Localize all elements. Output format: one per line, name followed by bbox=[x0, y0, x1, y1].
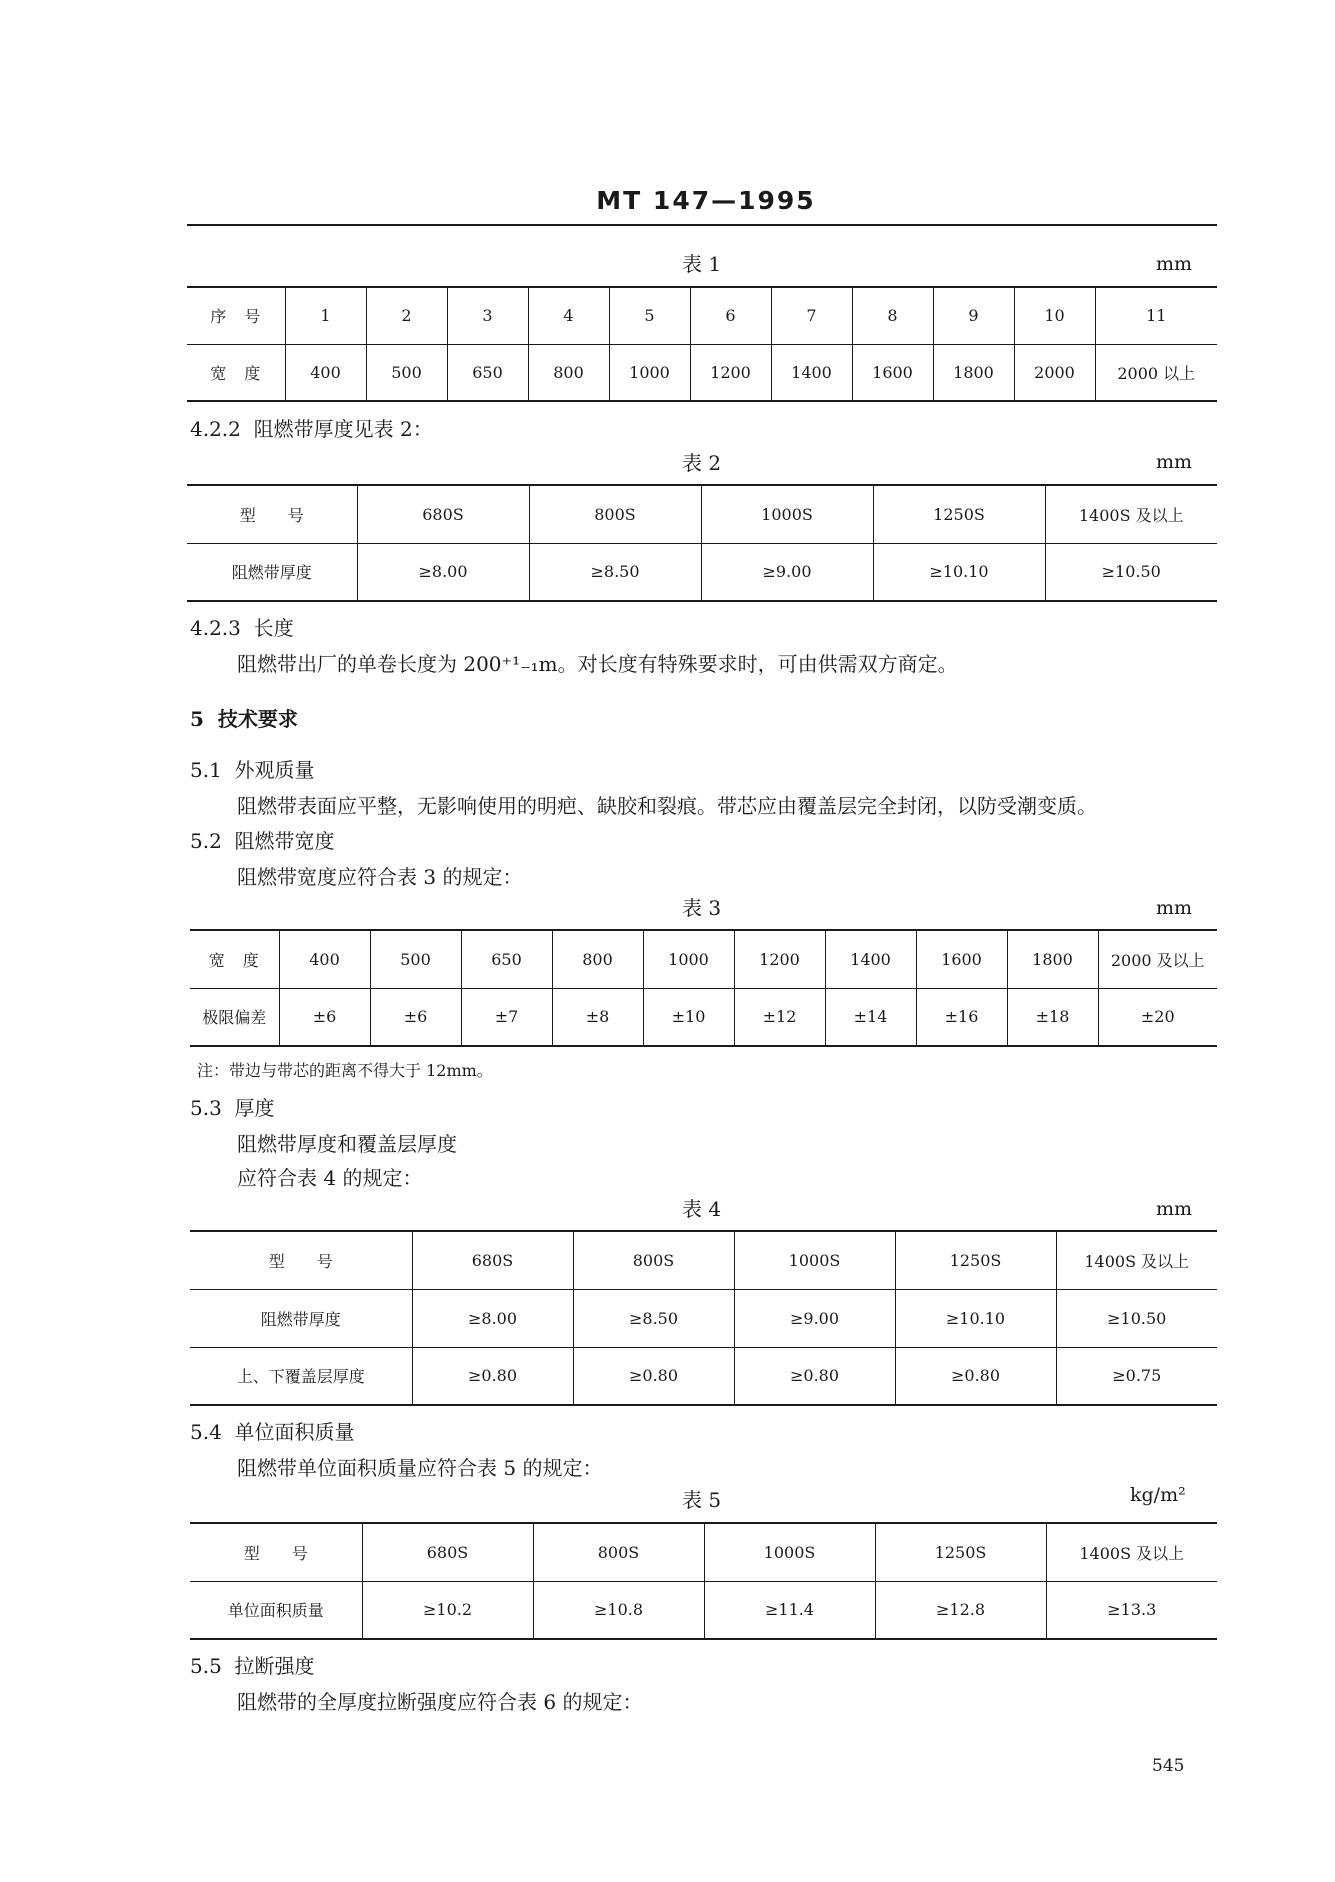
cell: 1400S 及以上 bbox=[1045, 485, 1217, 543]
cell: ≥0.80 bbox=[573, 1347, 734, 1405]
cell: 1250S bbox=[895, 1231, 1056, 1289]
cell: 2000 bbox=[1014, 344, 1095, 401]
cell: 650 bbox=[461, 930, 552, 988]
cell: 1400S 及以上 bbox=[1046, 1523, 1217, 1581]
table2 bbox=[187, 484, 1217, 602]
cell: ≥9.00 bbox=[701, 543, 873, 601]
cell: ≥0.75 bbox=[1056, 1347, 1217, 1405]
cell: 5 bbox=[609, 287, 690, 344]
row-label: 型 号 bbox=[190, 1523, 362, 1581]
table5-caption: 表 5 bbox=[682, 1488, 722, 1512]
section-title: 拉断强度 bbox=[234, 1654, 315, 1678]
row-label: 单位面积质量 bbox=[190, 1581, 362, 1639]
cell: ±18 bbox=[1007, 988, 1098, 1046]
cell: ≥8.50 bbox=[529, 543, 701, 601]
section-5-3-text-1: 阻燃带厚度和覆盖层厚度 bbox=[237, 1132, 457, 1156]
table-row bbox=[187, 543, 1217, 601]
section-5-5 bbox=[190, 1650, 315, 1679]
cell: 1400 bbox=[771, 344, 852, 401]
section-number: 5.4 bbox=[190, 1420, 222, 1444]
cell: ≥10.50 bbox=[1045, 543, 1217, 601]
cell: ≥10.2 bbox=[362, 1581, 533, 1639]
cell: 800 bbox=[552, 930, 643, 988]
table4-unit: mm bbox=[1156, 1198, 1193, 1220]
cell: ≥10.50 bbox=[1056, 1289, 1217, 1347]
table3 bbox=[190, 929, 1217, 1047]
table-row bbox=[190, 988, 1217, 1046]
table-header-row bbox=[187, 485, 1217, 543]
document-header-title: MT 147—1995 bbox=[596, 186, 816, 215]
cell: 400 bbox=[279, 930, 370, 988]
cell: ≥8.00 bbox=[412, 1289, 573, 1347]
row-label: 极限偏差 bbox=[190, 988, 279, 1046]
cell: ±6 bbox=[370, 988, 461, 1046]
table1-unit: mm bbox=[1156, 253, 1193, 275]
table-row bbox=[187, 287, 1217, 344]
section-title: 单位面积质量 bbox=[234, 1420, 355, 1444]
cell: ≥0.80 bbox=[412, 1347, 573, 1405]
cell: ±20 bbox=[1098, 988, 1217, 1046]
table5 bbox=[190, 1522, 1217, 1640]
cell: 1000S bbox=[704, 1523, 875, 1581]
cell: ≥0.80 bbox=[895, 1347, 1056, 1405]
cell: ≥11.4 bbox=[704, 1581, 875, 1639]
cell: 3 bbox=[447, 287, 528, 344]
row-label: 上、下覆盖层厚度 bbox=[190, 1347, 412, 1405]
section-title: 技术要求 bbox=[217, 707, 298, 731]
row-label: 阻燃带厚度 bbox=[190, 1289, 412, 1347]
cell: 1400S 及以上 bbox=[1056, 1231, 1217, 1289]
section-title: 厚度 bbox=[234, 1096, 275, 1120]
section-5-3 bbox=[190, 1092, 275, 1121]
section-4-2-2 bbox=[190, 413, 433, 442]
cell: 1000S bbox=[701, 485, 873, 543]
row-label: 序 号 bbox=[187, 287, 285, 344]
row-label: 宽 度 bbox=[190, 930, 279, 988]
section-5-1-text: 阻燃带表面应平整，无影响使用的明疤、缺胶和裂痕。带芯应由覆盖层完全封闭，以防受潮变质。 bbox=[237, 794, 1097, 818]
cell: 1250S bbox=[873, 485, 1045, 543]
table1 bbox=[187, 286, 1217, 402]
section-5-2-text: 阻燃带宽度应符合表 3 的规定： bbox=[237, 865, 523, 889]
section-5-5-text: 阻燃带的全厚度拉断强度应符合表 6 的规定： bbox=[237, 1690, 643, 1714]
cell: 650 bbox=[447, 344, 528, 401]
section-5-1 bbox=[190, 754, 315, 783]
cell: 500 bbox=[366, 344, 447, 401]
cell: 680S bbox=[412, 1231, 573, 1289]
cell: 2000 以上 bbox=[1095, 344, 1217, 401]
section-5-2 bbox=[190, 825, 335, 854]
section-5-4 bbox=[190, 1416, 355, 1445]
table3-unit: mm bbox=[1156, 897, 1193, 919]
section-5 bbox=[190, 703, 298, 732]
cell: ≥12.8 bbox=[875, 1581, 1046, 1639]
cell: 1000S bbox=[734, 1231, 895, 1289]
cell: 4 bbox=[528, 287, 609, 344]
cell: 1400 bbox=[825, 930, 916, 988]
cell: 1600 bbox=[916, 930, 1007, 988]
cell: 1600 bbox=[852, 344, 933, 401]
cell: 800S bbox=[533, 1523, 704, 1581]
table-header-row bbox=[190, 1231, 1217, 1289]
table-row bbox=[190, 1581, 1217, 1639]
cell: 680S bbox=[362, 1523, 533, 1581]
table3-caption: 表 3 bbox=[682, 896, 722, 920]
cell: 1200 bbox=[734, 930, 825, 988]
section-number: 5.5 bbox=[190, 1654, 222, 1678]
table-row bbox=[190, 1347, 1217, 1405]
cell: 1200 bbox=[690, 344, 771, 401]
cell: ≥10.10 bbox=[873, 543, 1045, 601]
cell: 2 bbox=[366, 287, 447, 344]
cell: ≥8.00 bbox=[357, 543, 529, 601]
section-number: 5.1 bbox=[190, 758, 222, 782]
row-label: 型 号 bbox=[190, 1231, 412, 1289]
table2-unit: mm bbox=[1156, 451, 1193, 473]
cell: 2000 及以上 bbox=[1098, 930, 1217, 988]
section-title: 长度 bbox=[253, 616, 294, 640]
cell: ±12 bbox=[734, 988, 825, 1046]
table2-caption: 表 2 bbox=[682, 451, 722, 475]
cell: 680S bbox=[357, 485, 529, 543]
table-row bbox=[190, 1289, 1217, 1347]
cell: ≥0.80 bbox=[734, 1347, 895, 1405]
cell: ≥10.8 bbox=[533, 1581, 704, 1639]
table4-caption: 表 4 bbox=[682, 1197, 722, 1221]
cell: ≥10.10 bbox=[895, 1289, 1056, 1347]
cell: 800 bbox=[528, 344, 609, 401]
table-row bbox=[187, 344, 1217, 401]
cell: 800S bbox=[529, 485, 701, 543]
cell: 11 bbox=[1095, 287, 1217, 344]
cell: 800S bbox=[573, 1231, 734, 1289]
section-number: 5.3 bbox=[190, 1096, 222, 1120]
table5-unit: kg/m² bbox=[1130, 1484, 1186, 1506]
cell: 1800 bbox=[933, 344, 1014, 401]
cell: 10 bbox=[1014, 287, 1095, 344]
cell: 400 bbox=[285, 344, 366, 401]
header-rule bbox=[187, 224, 1217, 226]
cell: ≥9.00 bbox=[734, 1289, 895, 1347]
cell: 1 bbox=[285, 287, 366, 344]
cell: 1800 bbox=[1007, 930, 1098, 988]
cell: 500 bbox=[370, 930, 461, 988]
section-text: 阻燃带厚度见表 2： bbox=[253, 417, 433, 441]
section-4-2-3 bbox=[190, 612, 294, 641]
cell: ±8 bbox=[552, 988, 643, 1046]
section-5-4-text: 阻燃带单位面积质量应符合表 5 的规定： bbox=[237, 1456, 603, 1480]
cell: 1250S bbox=[875, 1523, 1046, 1581]
cell: 1000 bbox=[609, 344, 690, 401]
section-number: 4.2.3 bbox=[190, 616, 241, 640]
cell: ≥8.50 bbox=[573, 1289, 734, 1347]
section-title: 阻燃带宽度 bbox=[234, 829, 335, 853]
section-number: 4.2.2 bbox=[190, 417, 241, 441]
table4 bbox=[190, 1230, 1217, 1406]
cell: ±10 bbox=[643, 988, 734, 1046]
cell: 7 bbox=[771, 287, 852, 344]
row-label: 阻燃带厚度 bbox=[187, 543, 357, 601]
table3-note: 注：带边与带芯的距离不得大于 12mm。 bbox=[197, 1061, 493, 1080]
section-number: 5.2 bbox=[190, 829, 222, 853]
cell: ±14 bbox=[825, 988, 916, 1046]
section-4-2-3-text: 阻燃带出厂的单卷长度为 200⁺¹₋₁m。对长度有特殊要求时，可由供需双方商定。 bbox=[237, 652, 958, 676]
section-number: 5 bbox=[190, 707, 204, 731]
cell: 6 bbox=[690, 287, 771, 344]
page-number: 545 bbox=[1152, 1756, 1185, 1776]
section-5-3-text-2: 应符合表 4 的规定： bbox=[237, 1166, 423, 1190]
table-row bbox=[190, 930, 1217, 988]
cell: 9 bbox=[933, 287, 1014, 344]
cell: 8 bbox=[852, 287, 933, 344]
table-header-row bbox=[190, 1523, 1217, 1581]
section-title: 外观质量 bbox=[234, 758, 315, 782]
cell: ±6 bbox=[279, 988, 370, 1046]
cell: ≥13.3 bbox=[1046, 1581, 1217, 1639]
cell: 1000 bbox=[643, 930, 734, 988]
row-label: 型 号 bbox=[187, 485, 357, 543]
cell: ±7 bbox=[461, 988, 552, 1046]
cell: ±16 bbox=[916, 988, 1007, 1046]
row-label: 宽 度 bbox=[187, 344, 285, 401]
table1-caption: 表 1 bbox=[682, 252, 722, 276]
